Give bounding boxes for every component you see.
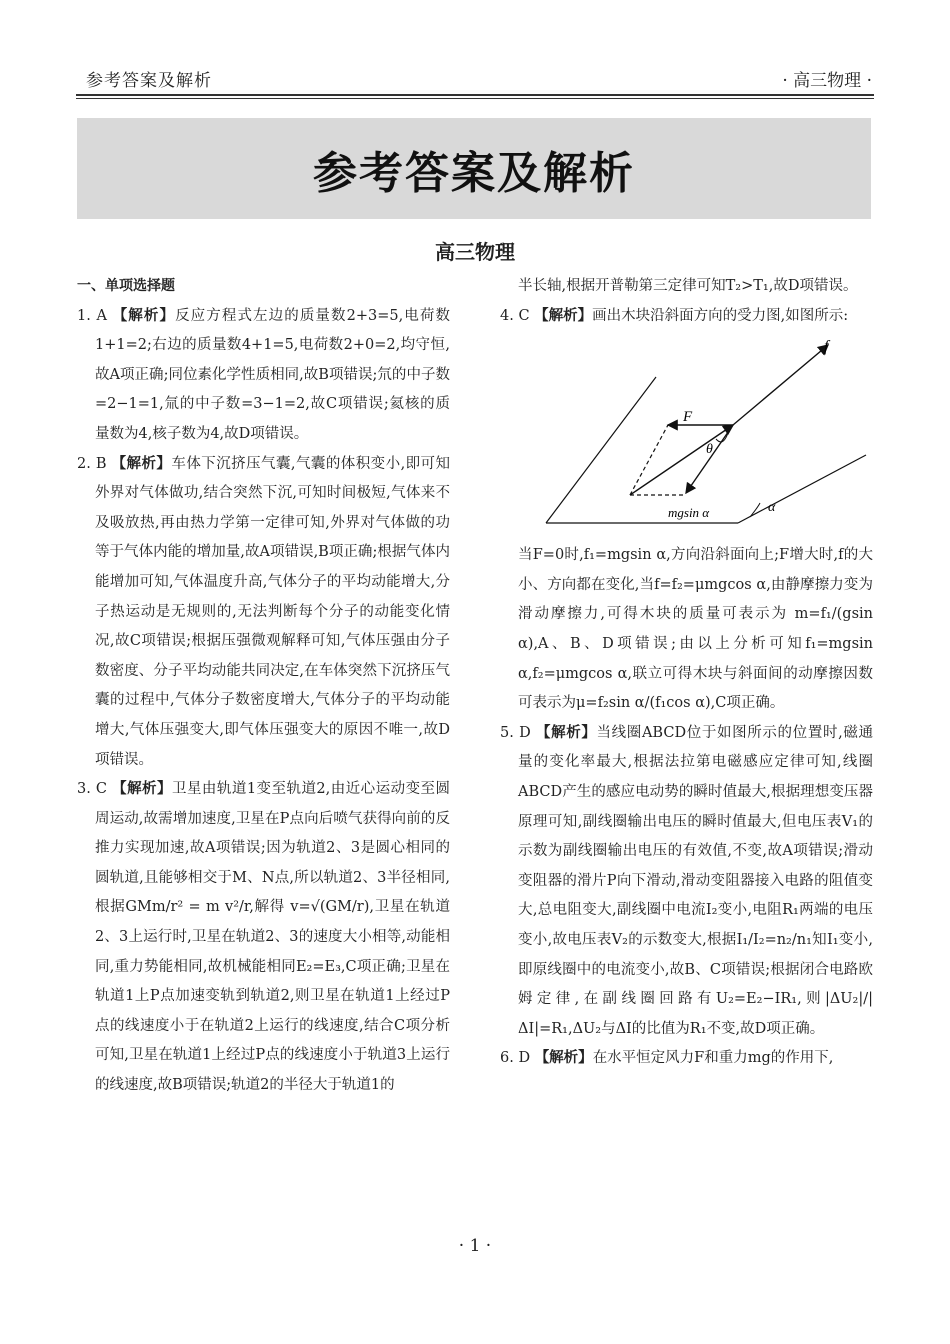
page-title: 参考答案及解析 — [313, 147, 635, 199]
resultant-line — [630, 425, 733, 495]
analysis-tag: 【解析】 — [534, 1050, 593, 1067]
title-banner — [77, 118, 871, 219]
answer-number: 3. C — [77, 781, 113, 798]
answer-number: 1. A — [77, 307, 113, 324]
answer-item — [77, 302, 450, 450]
answer-item — [77, 450, 450, 776]
header-rule — [76, 94, 874, 96]
answer-number: 5. D — [500, 724, 536, 741]
answer-continuation: 当F=0时,f₁=mgsin α,方向沿斜面向上;F增大时,f的大小、方向都在变化,当f=f₂=μmgcos α,由静摩擦力变为滑动摩擦力,可得木块的质量可表示为 m=f₁/(gsin α),A、B、D项错误;由以上分析可知f₁=mgsin α,f₂=μmgcos α,联立可得木块与斜面间的动摩擦因数可表示为μ=f₂sin α/(f₁cos α),C项正确。 — [518, 547, 873, 712]
slope-right-edge — [738, 455, 866, 523]
answer-text: 卫星由轨道1变至轨道2,由近心运动变至圆周运动,故需增加速度,卫星在P点向后喷气获得向前的反推力实现加速,故A项错误;因为轨道2、3是圆心相同的圆轨道,且能够相交于M、N点,所以轨道2、3半径相同,根据GMm/r² = m v²/r,解得 v=√(GM/r),卫星在轨道2、3上运行时,卫星在轨道2、3的速度大小相等,动能相同,重力势能相同,故机械能相同E₂=E₃,C项正确;卫星在轨道1上P点加速变轨到轨道2,则卫星在轨道1上经过P点的线速度小于在轨道2上运行的线速度,结合C项分析可知,卫星在轨道1上经过P点的线速度小于轨道3上运行的线速度,故B项错误;轨道2的半径大于轨道1的 — [95, 781, 451, 1094]
label-mgsin: mgsin α — [668, 505, 710, 521]
alpha-arc — [750, 503, 760, 517]
analysis-tag: 【解析】 — [112, 781, 172, 798]
answer-text: 画出木块沿斜面方向的受力图,如图所示: — [592, 307, 849, 324]
header-rule-thin — [76, 98, 874, 99]
header-left: 参考答案及解析 — [86, 71, 212, 91]
force-diagram — [518, 335, 873, 541]
answer-number: 6. D — [500, 1050, 535, 1067]
slope-left-edge — [546, 377, 656, 523]
left-column — [77, 272, 450, 1101]
answer-number: 4. C — [500, 307, 535, 324]
answer-item — [77, 775, 450, 1101]
page-number: · 1 · — [458, 1236, 492, 1256]
label-f: f — [824, 338, 829, 356]
label-theta: θ — [706, 442, 713, 458]
answer-text: 在水平恒定风力F和重力mg的作用下, — [592, 1050, 834, 1067]
answer-text: 反应方程式左边的质量数2+3=5,电荷数1+1=2;右边的质量数4+1=5,电荷数2+0=2,均守恒,故A项正确;同位素化学性质相同,故B项错误;氘的中子数=2−1=1,氚的中子数=3−1=2,故C项错误;氦核的质量数为4,核子数为4,故D项错误。 — [95, 307, 450, 442]
analysis-tag: 【解析】 — [535, 724, 597, 741]
label-alpha: α — [768, 500, 776, 516]
analysis-tag: 【解析】 — [111, 455, 172, 472]
answer-text: 当线圈ABCD位于如图所示的位置时,磁通量的变化率最大,根据法拉第电磁感应定律可知,线圈ABCD产生的感应电动势的瞬时值最大,根据理想变压器原理可知,副线圈输出电压的瞬时值最大,但电压表V₁的示数为副线圈输出电压的有效值,不变,故A项错误;滑动变阻器的滑片P向下滑动,滑动变阻器接入电路的阻值变大,总电阻变大,副线圈中电流I₂变小,电阻R₁两端的电压变小,故电压表V₂的示数变大,根据I₁/I₂=n₂/n₁知I₁变小,即原线圈中的电流变小,故B、C项错误;根据闭合电路欧姆定律,在副线圈回路有U₂=E₂−IR₁,则|ΔU₂|/|ΔI|=R₁,ΔU₂与ΔI的比值为R₁不变,故D项正确。 — [518, 724, 873, 1037]
label-F: F — [683, 409, 693, 426]
friction-arrow — [733, 345, 828, 425]
right-column — [500, 272, 873, 1074]
mgsin-arrow — [686, 425, 733, 493]
answer-item — [500, 302, 873, 332]
subject-heading: 高三物理 — [435, 240, 515, 264]
answer-text: 车体下沉挤压气囊,气囊的体积变小,即可知外界对气体做功,结合突然下沉,可知时间极短,气体来不及吸放热,再由热力学第一定律可知,外界对气体做的功等于气体内能的增加量,故A项错误,B项正确;根据气体内能增加可知,气体温度升高,气体分子的平均动能增大,分子热运动是无规则的,无法判断每个分子的动能变化情况,故C项错误;根据压强微观解释可知,气体压强由分子数密度、分子平均动能共同决定,在车体突然下沉挤压气囊的过程中,气体分子数密度增大,气体分子的平均动能增大,气体压强变大,即气体压强变大的原因不唯一,故D项错误。 — [95, 455, 450, 768]
section-heading: 一、单项选择题 — [77, 278, 175, 294]
figure — [518, 335, 873, 541]
answer-continuation: 半长轴,根据开普勒第三定律可知T₂>T₁,故D项错误。 — [518, 278, 858, 294]
answer-item — [500, 719, 873, 1045]
answer-number: 2. B — [77, 455, 112, 472]
header-right: · 高三物理 · — [782, 71, 872, 91]
analysis-tag: 【解析】 — [534, 307, 593, 324]
answer-item — [500, 1044, 873, 1074]
analysis-tag: 【解析】 — [112, 307, 176, 324]
dashed-F — [630, 425, 668, 495]
